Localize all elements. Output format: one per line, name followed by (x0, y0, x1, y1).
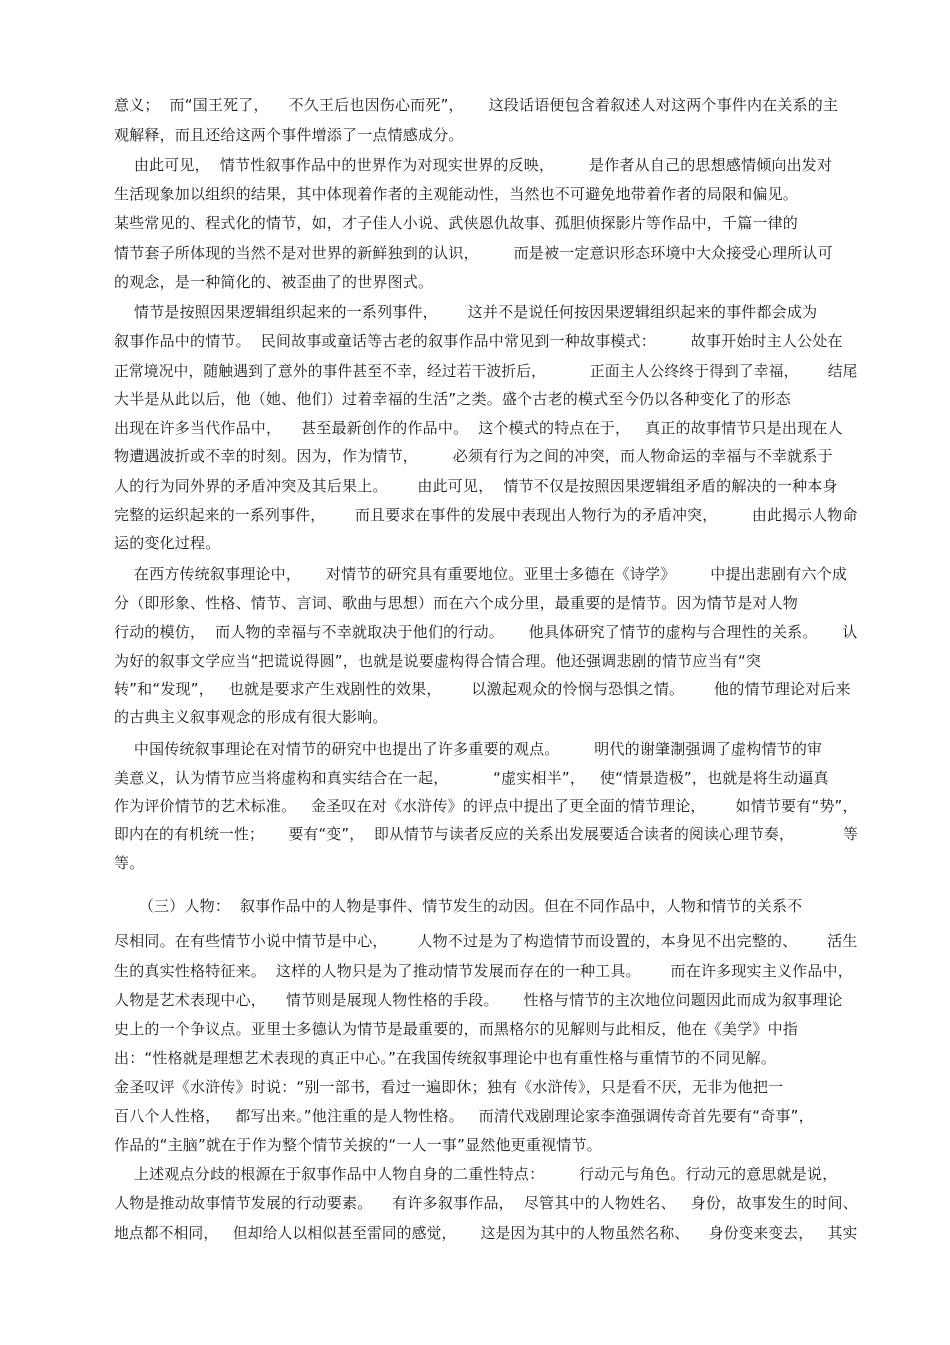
text-line: 意义； 而“国王死了， 不久王后也因伤心而死”， 这段话语便包含着叙述人对这两个事件内在关系的主 (114, 96, 839, 114)
text-line: 运的变化过程。 (114, 534, 221, 552)
text-line: 物遭遇波折或不幸的时刻。因为，作为情节， 必须有行为之间的冲突，而人物命运的幸福与不幸就系于 (114, 447, 833, 465)
text-line: 情节是按照因果逻辑组织起来的一系列事件， 这并不是说任何按因果逻辑组织起来的事件都会成为 (114, 303, 818, 321)
text-line: 完整的运织起来的一系列事件， 而且要求在事件的发展中表现出人物行为的矛盾冲突， 由此揭示人物命 (114, 506, 858, 524)
text-line: 为好的叙事文学应当“把谎说得圆”，也就是说要虚构得合情合理。他还强调悲剧的情节应当有“突 (114, 652, 762, 670)
text-line: 作品的“主脑”就在于作为整个情节关捩的“一人一事”显然他更重视情节。 (114, 1136, 602, 1154)
text-line: 大半是从此以后，他（她、他们）过着幸福的生活”之类。盛个古老的模式至今仍以各种变化了的形态 (114, 390, 791, 408)
text-line: 中国传统叙事理论在对情节的研究中也提出了许多重要的观点。 明代的谢肇淛强调了虚构情节的审 (114, 740, 823, 758)
text-line: 尽相同。在有些情节小说中情节是中心， 人物不过是为了构造情节而设置的，本身见不出完整的、 活生 (114, 932, 858, 950)
text-line: 人物是艺术表现中心， 情节则是展现人物性格的手段。 性格与情节的主次地位问题因此而成为叙事理论 (114, 991, 843, 1009)
text-line: 百八个人性格， 都写出来。”他注重的是人物性格。 而清代戏剧理论家李渔强调传奇首先要有“奇事”， (114, 1107, 814, 1125)
text-line: 的观念，是一种简化的、被歪曲了的世界图式。 (114, 273, 434, 291)
text-line: 美意义，认为情节应当将虚构和真实结合在一起， “虚实相半”， 使“情景造极”，也就是将生动逼真 (114, 769, 829, 787)
text-line: 行动的模仿， 而人物的幸福与不幸就取决于他们的行动。 他具体研究了情节的虚构与合理性的关系。 认 (114, 623, 858, 641)
text-line: 的古典主义叙事观念的形成有很大影响。 (114, 708, 388, 726)
text-line: 出现在许多当代作品中， 甚至最新创作的作品中。 这个模式的特点在于， 真正的故事情节只是出现在人 (114, 419, 843, 437)
text-line: 生的真实性格特征来。 这样的人物只是为了推动情节发展而存在的一种工具。 而在许多现实主义作品中， (114, 962, 853, 980)
text-line: 人的行为同外界的矛盾冲突及其后果上。 由此可见， 情节不仅是按照因果逻辑组矛盾的解决的一种本身 (114, 477, 838, 495)
text-line: 地点都不相同， 但却给人以相似甚至雷同的感觉， 这是因为其中的人物虽然名称、 身份变来变去， 其实 (114, 1224, 858, 1242)
text-line: 作为评价情节的艺术标准。 金圣叹在对《水浒传》的评点中提出了更全面的情节理论， 如情节要有“势”， (114, 797, 858, 815)
text-line: 叙事作品中的情节。 民间故事或童话等古老的叙事作品中常见到一种故事模式： 故事开始时主人公处在 (114, 332, 843, 350)
text-line: 即内在的有机统一性； 要有“变”， 即从情节与读者反应的关系出发展要适合读者的阅读心理节奏， 等 (114, 825, 858, 843)
text-line: 转”和“发现”， 也就是要求产生戏剧性的效果， 以激起观众的怜悯与恐惧之情。 他的情节理论对后来 (114, 680, 851, 698)
text-line: 出：“性格就是理想艺术表现的真正中心。”在我国传统叙事理论中也有重性格与重情节的不同见解。 (114, 1049, 777, 1067)
text-line: 史上的一个争议点。亚里士多德认为情节是最重要的，而黑格尔的见解则与此相反，他在《美学》中指 (114, 1020, 799, 1038)
text-line: 观解释，而且还给这两个事件增添了一点情感成分。 (114, 126, 464, 144)
text-line: 某些常见的、程式化的情节，如，才子佳人小说、武侠恩仇故事、孤胆侦探影片等作品中，千篇一律的 (114, 214, 799, 232)
text-line: 正常境况中，随触遇到了意外的事件甚至不幸，经过若干波折后， 正面主人公终终于得到了幸福， 结尾 (114, 362, 858, 380)
text-line: 人物是推动故事情节发展的行动要素。 有许多叙事作品， 尽管其中的人物姓名、 身份，故事发生的时间、 (114, 1194, 858, 1212)
text-line: 金圣叹评《水浒传》时说：“别一部书，看过一遍即休；独有《水浒传》，只是看不厌，无非为他把一 (114, 1078, 784, 1096)
text-line: 由此可见， 情节性叙事作品中的世界作为对现实世界的反映， 是作者从自己的思想感情倾向出发对 (114, 156, 833, 174)
text-line: 分（即形象、性格、情节、言词、歌曲与思想）而在六个成分里，最重要的是情节。因为情节是对人物 (114, 594, 799, 612)
text-line: 生活现象加以组织的结果，其中体现着作者的主观能动性，当然也不可避免地带着作者的局限和偏见。 (114, 185, 799, 203)
text-line: 上述观点分歧的根源在于叙事作品中人物自身的二重性特点： 行动元与角色。行动元的意思就是说， (114, 1165, 838, 1183)
text-line: 等。 (114, 854, 145, 872)
text-line: 情节套子所体现的当然不是对世界的新鲜独到的认识， 而是被一定意识形态环境中大众接受心理所认可 (114, 244, 833, 262)
text-line: 在西方传统叙事理论中， 对情节的研究具有重要地位。亚里士多德在《诗学》 中提出悲剧有六个成 (114, 565, 848, 583)
text-line: （三）人物： 叙事作品中的人物是事件、情节发生的动因。但在不同作品中，人物和情节的关系不 (114, 897, 803, 915)
